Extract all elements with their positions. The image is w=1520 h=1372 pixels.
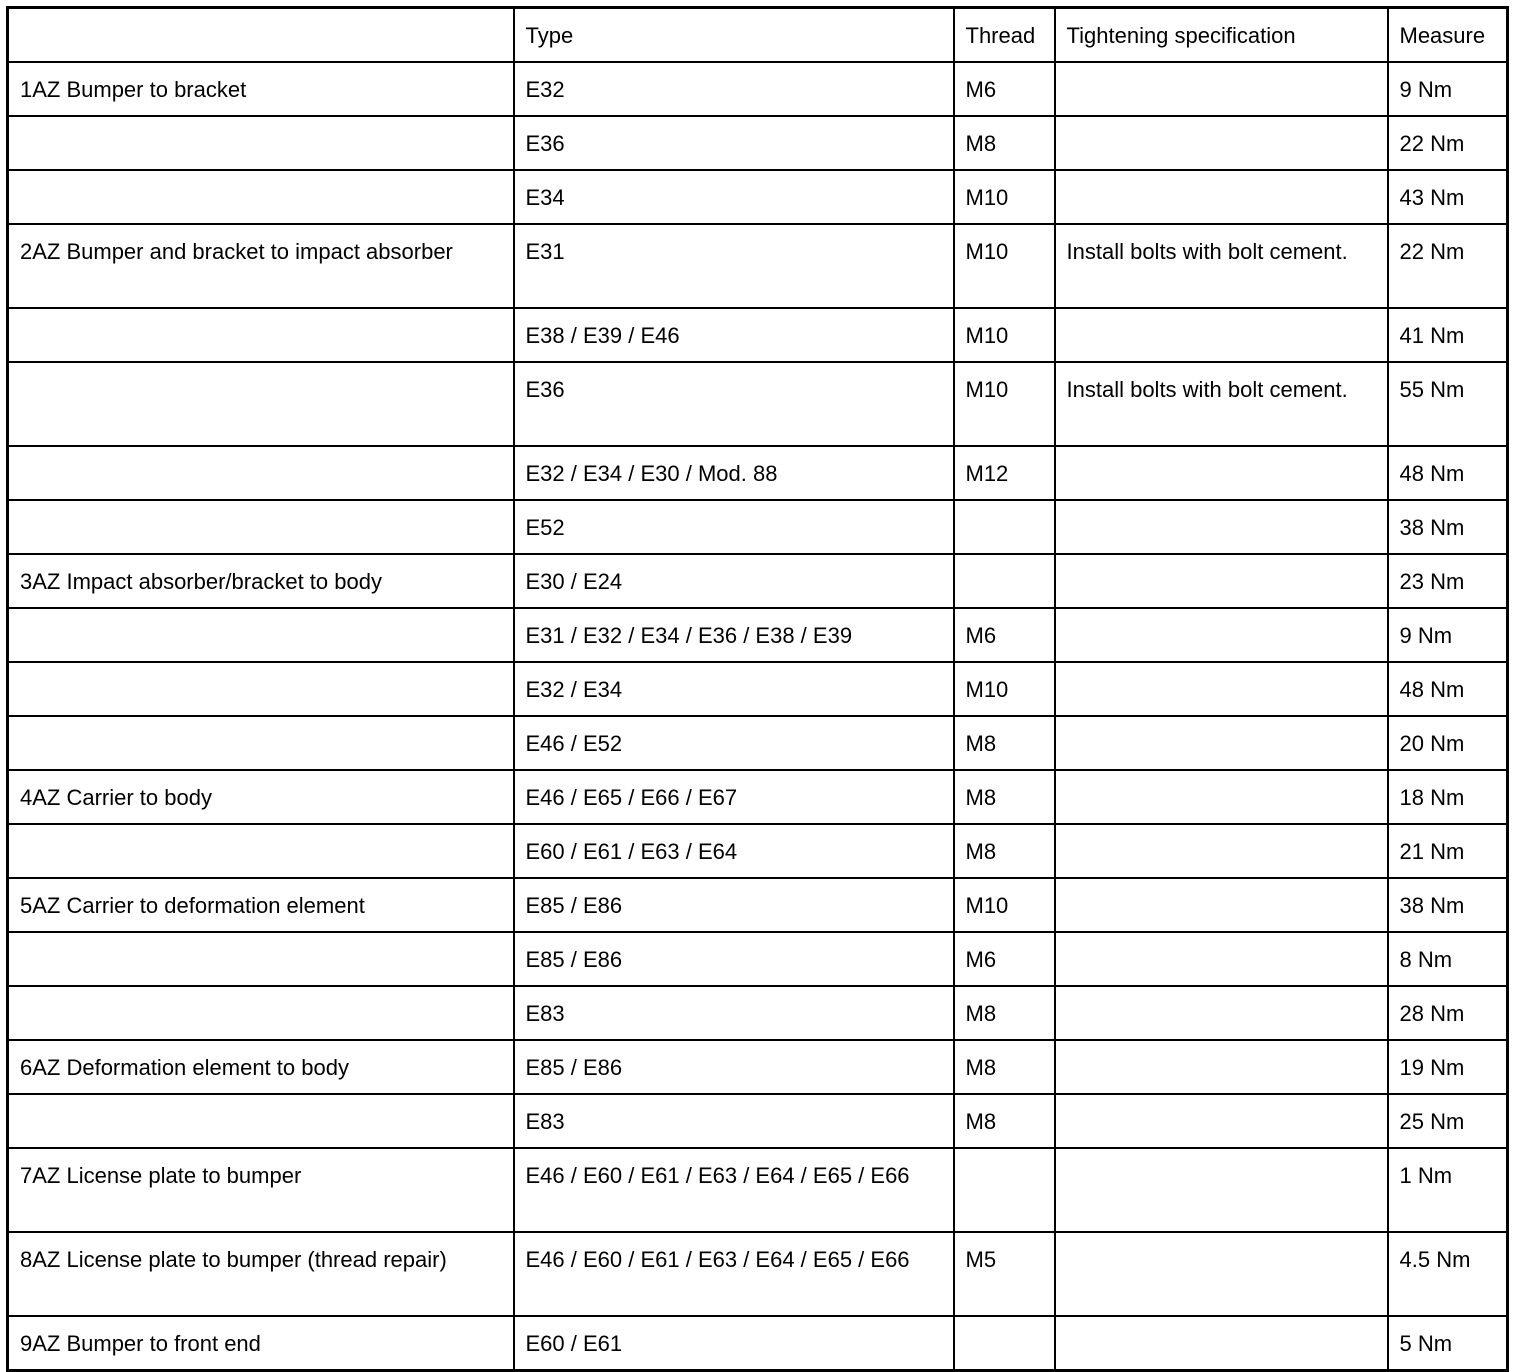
row-measure: 38 Nm <box>1388 878 1508 932</box>
row-measure: 18 Nm <box>1388 770 1508 824</box>
row-measure: 38 Nm <box>1388 500 1508 554</box>
row-thread <box>954 500 1055 554</box>
row-tightening-specification <box>1055 1040 1388 1094</box>
row-thread: M6 <box>954 608 1055 662</box>
row-description <box>8 716 514 770</box>
row-measure: 43 Nm <box>1388 170 1508 224</box>
table-row <box>8 932 1508 986</box>
row-description: 4AZ Carrier to body <box>8 770 514 824</box>
row-description <box>8 662 514 716</box>
row-measure: 19 Nm <box>1388 1040 1508 1094</box>
row-type: E85 / E86 <box>514 878 954 932</box>
table-row <box>8 662 1508 716</box>
row-tightening-specification <box>1055 1148 1388 1232</box>
row-description: 8AZ License plate to bumper (thread repair) <box>8 1232 514 1316</box>
row-description <box>8 170 514 224</box>
row-thread: M10 <box>954 308 1055 362</box>
table-header-row <box>8 8 1508 63</box>
header-tightening-specification: Tightening specification <box>1055 8 1388 63</box>
table-row <box>8 1040 1508 1094</box>
row-type: E30 / E24 <box>514 554 954 608</box>
row-measure: 4.5 Nm <box>1388 1232 1508 1316</box>
table-row <box>8 362 1508 446</box>
table-row <box>8 716 1508 770</box>
table-row <box>8 1316 1508 1371</box>
row-tightening-specification <box>1055 662 1388 716</box>
table-row <box>8 500 1508 554</box>
row-measure: 1 Nm <box>1388 1148 1508 1232</box>
row-thread: M6 <box>954 932 1055 986</box>
row-type: E52 <box>514 500 954 554</box>
row-thread: M10 <box>954 224 1055 308</box>
row-type: E83 <box>514 986 954 1040</box>
row-thread: M10 <box>954 170 1055 224</box>
header-type: Type <box>514 8 954 63</box>
row-type: E31 / E32 / E34 / E36 / E38 / E39 <box>514 608 954 662</box>
row-measure: 22 Nm <box>1388 116 1508 170</box>
table-row <box>8 446 1508 500</box>
row-thread: M8 <box>954 770 1055 824</box>
row-type: E46 / E60 / E61 / E63 / E64 / E65 / E66 <box>514 1232 954 1316</box>
row-measure: 23 Nm <box>1388 554 1508 608</box>
row-tightening-specification <box>1055 170 1388 224</box>
row-type: E46 / E52 <box>514 716 954 770</box>
row-thread: M10 <box>954 878 1055 932</box>
row-thread: M8 <box>954 1094 1055 1148</box>
row-description <box>8 1094 514 1148</box>
header-thread: Thread <box>954 8 1055 63</box>
row-description: 6AZ Deformation element to body <box>8 1040 514 1094</box>
row-thread: M12 <box>954 446 1055 500</box>
row-description <box>8 362 514 446</box>
row-thread: M8 <box>954 1040 1055 1094</box>
row-description: 2AZ Bumper and bracket to impact absorber <box>8 224 514 308</box>
torque-spec-table <box>6 6 1509 1372</box>
row-tightening-specification <box>1055 554 1388 608</box>
row-description <box>8 608 514 662</box>
table-row <box>8 824 1508 878</box>
row-tightening-specification <box>1055 62 1388 116</box>
row-type: E46 / E60 / E61 / E63 / E64 / E65 / E66 <box>514 1148 954 1232</box>
row-type: E60 / E61 <box>514 1316 954 1371</box>
row-type: E36 <box>514 362 954 446</box>
row-tightening-specification <box>1055 824 1388 878</box>
row-measure: 20 Nm <box>1388 716 1508 770</box>
row-measure: 25 Nm <box>1388 1094 1508 1148</box>
row-measure: 55 Nm <box>1388 362 1508 446</box>
row-measure: 48 Nm <box>1388 446 1508 500</box>
row-type: E36 <box>514 116 954 170</box>
row-description <box>8 500 514 554</box>
row-type: E32 / E34 / E30 / Mod. 88 <box>514 446 954 500</box>
row-thread: M6 <box>954 62 1055 116</box>
row-tightening-specification <box>1055 1232 1388 1316</box>
row-measure: 5 Nm <box>1388 1316 1508 1371</box>
row-measure: 22 Nm <box>1388 224 1508 308</box>
row-description: 9AZ Bumper to front end <box>8 1316 514 1371</box>
table-row <box>8 116 1508 170</box>
row-tightening-specification <box>1055 770 1388 824</box>
row-type: E85 / E86 <box>514 932 954 986</box>
row-measure: 48 Nm <box>1388 662 1508 716</box>
row-tightening-specification <box>1055 878 1388 932</box>
table-row <box>8 1094 1508 1148</box>
table-row <box>8 62 1508 116</box>
table-row <box>8 1148 1508 1232</box>
row-tightening-specification: Install bolts with bolt cement. <box>1055 224 1388 308</box>
row-type: E83 <box>514 1094 954 1148</box>
table-row <box>8 986 1508 1040</box>
table-body <box>8 8 1508 1371</box>
row-thread: M8 <box>954 824 1055 878</box>
table-row <box>8 554 1508 608</box>
row-tightening-specification <box>1055 932 1388 986</box>
row-tightening-specification <box>1055 1316 1388 1371</box>
row-measure: 28 Nm <box>1388 986 1508 1040</box>
row-type: E32 <box>514 62 954 116</box>
row-thread: M8 <box>954 116 1055 170</box>
row-tightening-specification <box>1055 500 1388 554</box>
row-tightening-specification <box>1055 608 1388 662</box>
table-row <box>8 608 1508 662</box>
row-thread <box>954 554 1055 608</box>
row-tightening-specification <box>1055 1094 1388 1148</box>
row-description <box>8 116 514 170</box>
row-description: 3AZ Impact absorber/bracket to body <box>8 554 514 608</box>
row-type: E38 / E39 / E46 <box>514 308 954 362</box>
row-thread <box>954 1316 1055 1371</box>
row-type: E31 <box>514 224 954 308</box>
row-description: 1AZ Bumper to bracket <box>8 62 514 116</box>
row-thread: M8 <box>954 716 1055 770</box>
row-tightening-specification <box>1055 986 1388 1040</box>
table-row <box>8 878 1508 932</box>
table-row <box>8 308 1508 362</box>
row-measure: 41 Nm <box>1388 308 1508 362</box>
row-type: E60 / E61 / E63 / E64 <box>514 824 954 878</box>
header-description <box>8 8 514 63</box>
row-measure: 9 Nm <box>1388 62 1508 116</box>
table-row <box>8 224 1508 308</box>
row-description <box>8 932 514 986</box>
row-description <box>8 986 514 1040</box>
row-description <box>8 824 514 878</box>
table-row <box>8 1232 1508 1316</box>
row-thread: M5 <box>954 1232 1055 1316</box>
row-description <box>8 308 514 362</box>
row-tightening-specification <box>1055 716 1388 770</box>
row-type: E85 / E86 <box>514 1040 954 1094</box>
row-thread <box>954 1148 1055 1232</box>
row-thread: M10 <box>954 662 1055 716</box>
row-tightening-specification <box>1055 446 1388 500</box>
row-tightening-specification: Install bolts with bolt cement. <box>1055 362 1388 446</box>
table-row <box>8 170 1508 224</box>
row-description: 7AZ License plate to bumper <box>8 1148 514 1232</box>
row-type: E46 / E65 / E66 / E67 <box>514 770 954 824</box>
row-measure: 21 Nm <box>1388 824 1508 878</box>
row-measure: 9 Nm <box>1388 608 1508 662</box>
table-row <box>8 770 1508 824</box>
row-description: 5AZ Carrier to deformation element <box>8 878 514 932</box>
row-thread: M10 <box>954 362 1055 446</box>
row-thread: M8 <box>954 986 1055 1040</box>
header-measure: Measure <box>1388 8 1508 63</box>
row-measure: 8 Nm <box>1388 932 1508 986</box>
row-type: E32 / E34 <box>514 662 954 716</box>
row-tightening-specification <box>1055 116 1388 170</box>
row-description <box>8 446 514 500</box>
row-type: E34 <box>514 170 954 224</box>
row-tightening-specification <box>1055 308 1388 362</box>
